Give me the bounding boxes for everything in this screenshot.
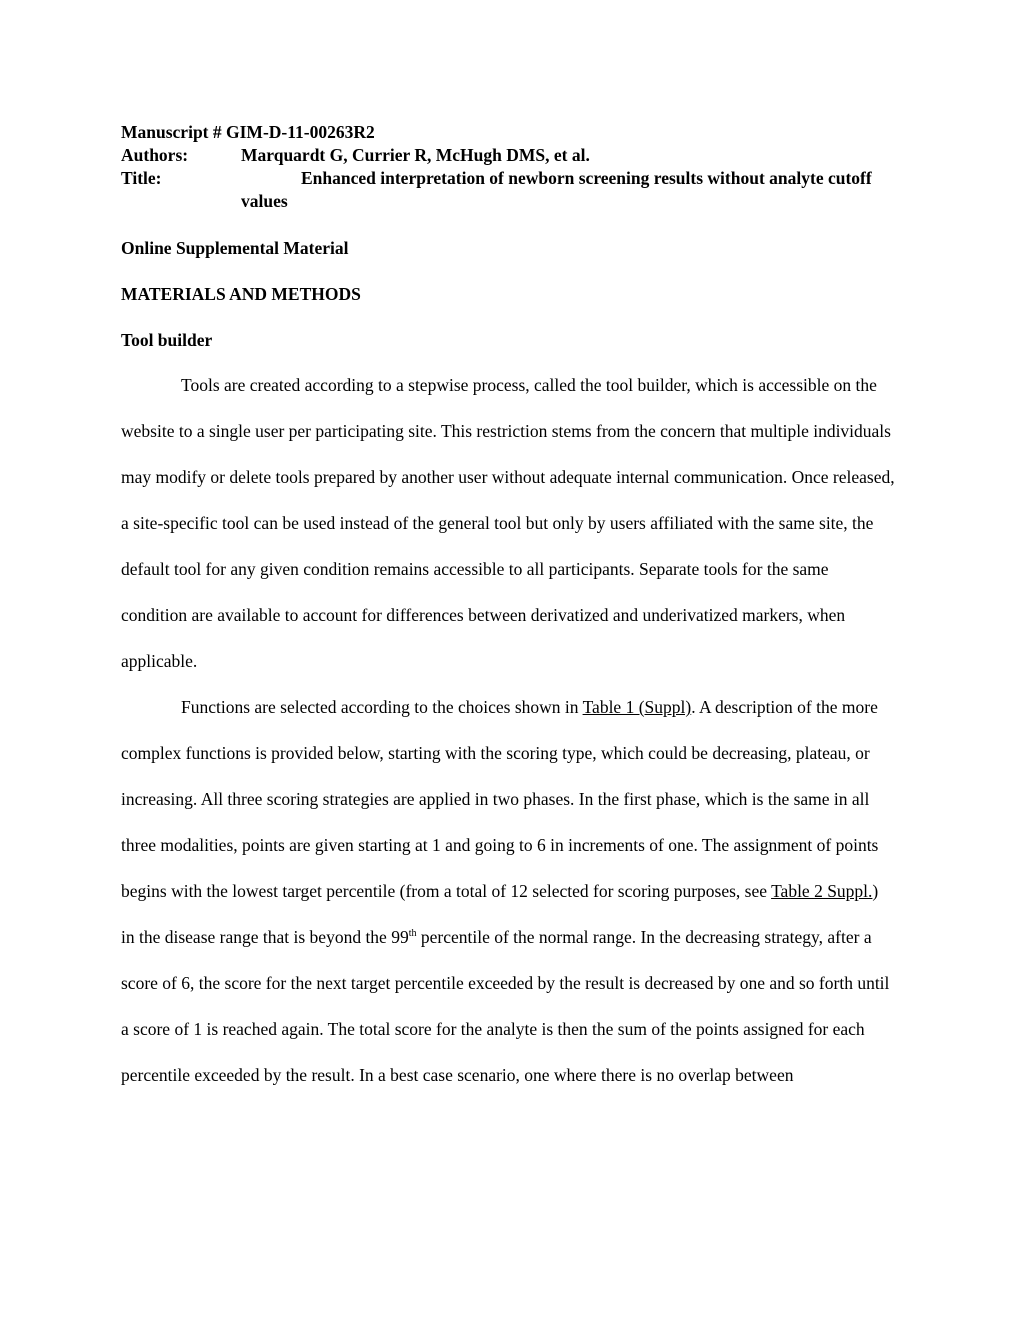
- paragraph-functions: [121, 684, 896, 1098]
- tool-builder-heading: Tool builder: [121, 330, 213, 350]
- title-row: [121, 167, 911, 213]
- paragraph-functions-part4: percentile of the normal range. In the decreasing strategy, after a score of 6, the score for the next target percentile exceeded by the result is decreased by one and so forth until a score of 1 is reached again. The total score for the analyte is then the sum of the points assigned for each percentile exceeded by the result. In a best case scenario, one where there is no overlap between: [121, 927, 890, 1085]
- authors-row: [121, 144, 911, 167]
- table-1-suppl-link[interactable]: Table 1 (Suppl): [582, 697, 692, 717]
- table-2-suppl-link[interactable]: Table 2 Suppl.: [771, 881, 873, 901]
- supplemental-heading: Online Supplemental Material: [121, 238, 349, 258]
- authors-label: Authors:: [121, 145, 189, 165]
- title-value: Enhanced interpretation of newborn screening results without analyte cutoff values: [241, 168, 872, 211]
- manuscript-header: [121, 121, 911, 213]
- paragraph-functions-part1: Functions are selected according to the choices shown in: [181, 697, 583, 717]
- manuscript-number-row: [121, 121, 911, 144]
- manuscript-number: Manuscript # GIM-D-11-00263R2: [121, 122, 375, 142]
- superscript-th: th: [408, 928, 417, 939]
- paragraph-tool-builder: Tools are created according to a stepwise process, called the tool builder, which is accessible on the website to a single user per participating site. This restriction stems from the concern that multiple individuals may modify or delete tools prepared by another user without adequate internal communication. Once released, a site-specific tool can be used instead of the general tool but only by users affiliated with the same site, the default tool for any given condition remains accessible to all participants. Separate tools for the same condition are available to account for differences between derivatized and underivatized markers, when applicable.: [121, 375, 895, 671]
- authors-value: Marquardt G, Currier R, McHugh DMS, et al.: [241, 145, 590, 165]
- paragraph-functions-part2: . A description of the more complex functions is provided below, starting with the scoring type, which could be decreasing, plateau, or increasing. All three scoring strategies are applied in two phases. In the first phase, which is the same in all three modalities, points are given starting at 1 and going to 6 in increments of one. The assignment of points begins with the lowest target percentile (from a total of 12 selected for scoring purposes, see: [121, 697, 879, 901]
- paragraph-functions-part3: ) in the disease range that is beyond the 99: [121, 881, 879, 947]
- materials-methods-heading: MATERIALS AND METHODS: [121, 284, 361, 304]
- title-label: Title:: [121, 168, 162, 188]
- body-text: [121, 362, 896, 1098]
